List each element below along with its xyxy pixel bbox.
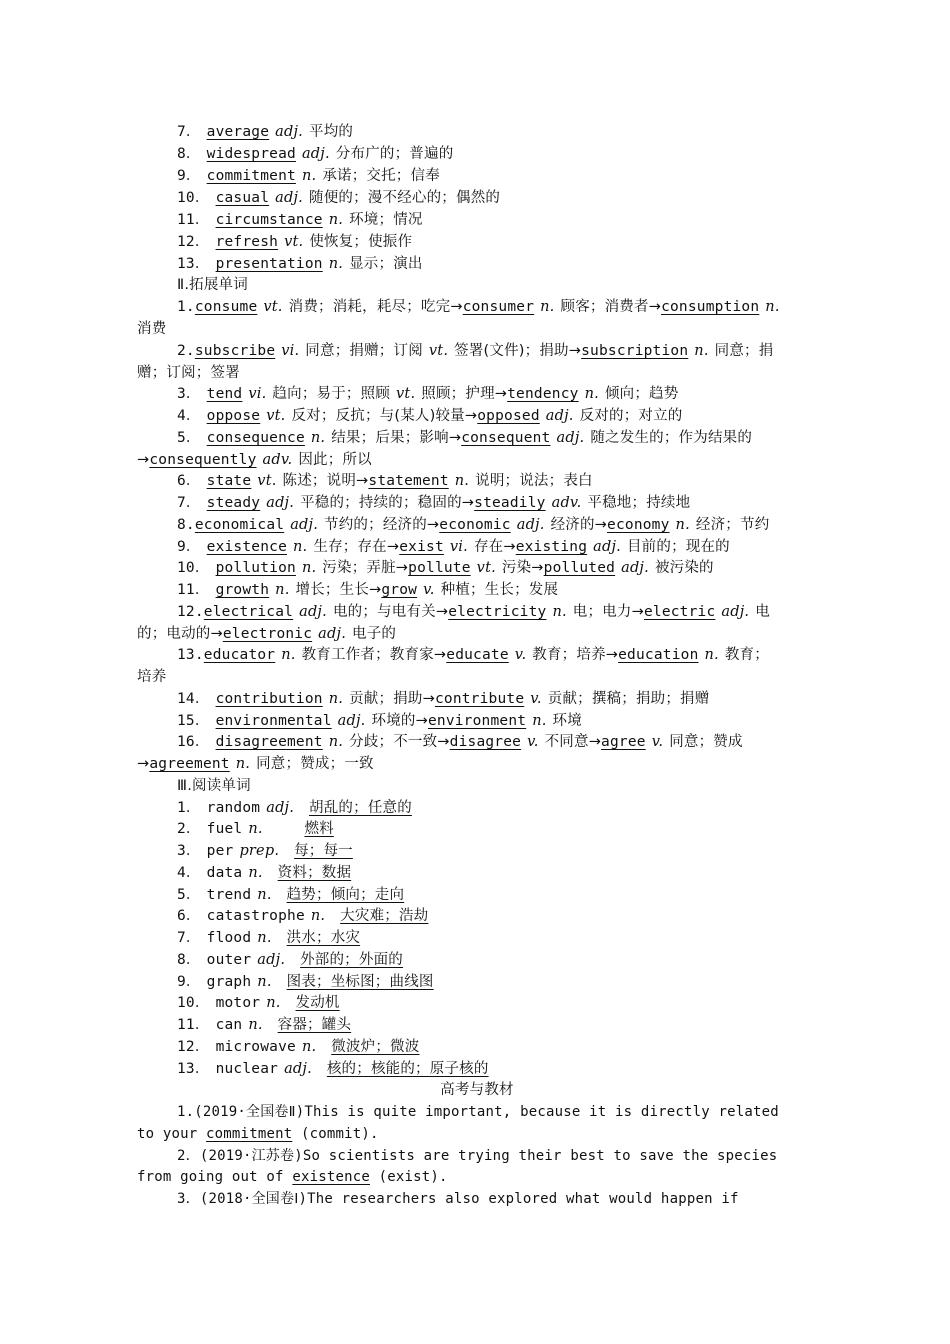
vocab-item: 10． casual adj. 随便的；漫不经心的；偶然的 (177, 190, 501, 206)
vocab-item: 15． environmental adj. 环境的→environment n. 环境 (177, 713, 582, 729)
vocab-item: 3． tend vi. 趋向；易于；照顾 vt. 照顾；护理→tendency n. 倾向；趋势 (177, 386, 679, 402)
vocab-item: 8． widespread adj. 分布广的；普遍的 (177, 146, 454, 162)
vocab-item-continuation: →consequently adv. 因此；所以 (137, 452, 372, 468)
section-heading: Ⅲ.阅读单词 (177, 778, 251, 794)
vocab-item: 7． average adj. 平均的 (177, 124, 354, 140)
vocab-item: 12.electrical adj. 电的；与电有关→electricity n. 电；电力→electric adj. 电 (177, 604, 770, 620)
reading-item: 10． motor n. 发动机 (177, 995, 340, 1011)
vocab-item: 4． oppose vt. 反对；反抗；与(某人)较量→opposed adj. 反对的；对立的 (177, 408, 683, 424)
reading-item: 11． can n. 容器；罐头 (177, 1017, 352, 1033)
reading-item: 8． outer adj. 外部的；外面的 (177, 952, 403, 968)
reading-item: 6． catastrophe n. 大灾难；浩劫 (177, 908, 429, 924)
vocab-item-continuation: 消费 (137, 321, 167, 337)
vocab-item: 14． contribution n. 贡献；捐助→contribute v. 贡献；撰稿；捐助；捐赠 (177, 691, 710, 707)
reading-item: 1． random adj. 胡乱的；任意的 (177, 800, 412, 816)
vocab-item: 11． circumstance n. 环境；情况 (177, 212, 423, 228)
vocab-item: 10． pollution n. 污染；弄脏→pollute vt. 污染→polluted adj. 被污染的 (177, 560, 714, 576)
vocab-item: 2.subscribe vi. 同意；捐赠；订阅 vt. 签署(文件)；捐助→subscription n. 同意；捐 (177, 343, 774, 359)
reading-item: 7． flood n. 洪水；水灾 (177, 930, 361, 946)
reading-item: 9． graph n. 图表；坐标图；曲线图 (177, 974, 434, 990)
exercise-line: 2．(2019·江苏卷)So scientists are trying their best to save the species (177, 1148, 778, 1164)
vocab-item: 5． consequence n. 结果；后果；影响→consequent adj. 随之发生的；作为结果的 (177, 430, 753, 446)
exercise-line: to your commitment (commit). (137, 1126, 379, 1142)
exercise-line: 1.(2019·全国卷Ⅱ)This is quite important, because it is directly related (177, 1104, 779, 1120)
vocab-item: 16． disagreement n. 分歧；不一致→disagree v. 不同意→agree v. 同意；赞成 (177, 734, 743, 750)
vocab-item: 8.economical adj. 节约的；经济的→economic adj. 经济的→economy n. 经济；节约 (177, 517, 770, 533)
vocab-item: 13.educator n. 教育工作者；教育家→educate v. 教育；培养→education n. 教育； (177, 647, 769, 663)
vocab-item-continuation: 赠；订阅；签署 (137, 365, 240, 381)
exercise-line: from going out of existence (exist). (137, 1169, 448, 1185)
vocab-item-continuation: 的；电动的→electronic adj. 电子的 (137, 626, 397, 642)
vocab-item: 11． growth n. 增长；生长→grow v. 种植；生长；发展 (177, 582, 559, 598)
reading-item: 4． data n. 资料；数据 (177, 865, 352, 881)
section-heading: Ⅱ.拓展单词 (177, 277, 248, 293)
reading-item: 12． microwave n. 微波炉；微波 (177, 1039, 420, 1055)
reading-item: 13． nuclear adj. 核的；核能的；原子核的 (177, 1061, 489, 1077)
vocab-item: 13． presentation n. 显示；演出 (177, 256, 423, 272)
section-title: 高考与教材 (440, 1082, 514, 1098)
exercise-line: 3．(2018·全国卷Ⅰ)The researchers also explored what would happen if (177, 1191, 739, 1207)
vocab-item: 9． existence n. 生存；存在→exist vi. 存在→existing adj. 目前的；现在的 (177, 539, 730, 555)
reading-item: 3． per prep. 每；每一 (177, 843, 353, 859)
reading-item: 2． fuel n. 燃料 (177, 821, 334, 837)
vocab-item: 12． refresh vt. 使恢复；使振作 (177, 234, 413, 250)
vocab-item-continuation: →agreement n. 同意；赞成；一致 (137, 756, 374, 772)
vocab-item-continuation: 培养 (137, 669, 167, 685)
vocab-item: 1.consume vt. 消费；消耗，耗尽；吃完→consumer n. 顾客；消费者→consumption n. (177, 299, 780, 315)
vocab-item: 6． state vt. 陈述；说明→statement n. 说明；说法；表白 (177, 473, 593, 489)
vocab-item: 7． steady adj. 平稳的；持续的；稳固的→steadily adv. 平稳地；持续地 (177, 495, 691, 511)
vocab-item: 9． commitment n. 承诺；交托；信奉 (177, 168, 440, 184)
reading-item: 5． trend n. 趋势；倾向；走向 (177, 887, 405, 903)
